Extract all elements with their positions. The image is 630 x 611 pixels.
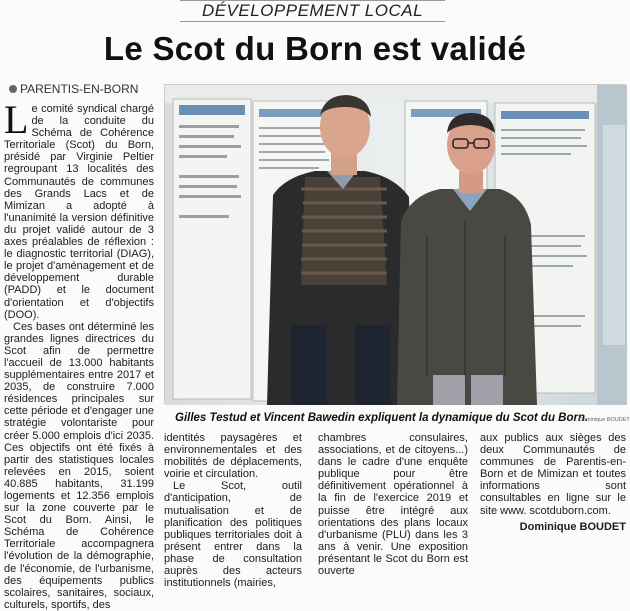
article-column-2 — [164, 432, 302, 590]
paragraph-text: e comité syndical chargé de la conduite du Schéma de Cohérence Territoriale (Scot) du Born, présidé par Virginie Peltier regroupant 13 localités des Communautés de communes des Grands Lacs et de Mimizan a adopté à l'unanimité la version définitive du projet validé autour de 3 axes préalables de réflexion : le diagnostic territorial (DIAG), le projet d'aménagement et de développement durable (PADD) et le document d'orientation et d'objectifs (DOO). — [4, 103, 154, 321]
section-rubric: DÉVELOPPEMENT LOCAL — [180, 0, 445, 22]
drop-cap: L — [4, 97, 29, 142]
headline: Le Scot du Born est validé — [103, 30, 527, 67]
article-paragraph: aux publics aux sièges des deux Communautés de communes de Parentis-en-Born et de Mimizan et toutes informations sont consultables en ligne sur le site www. scotduborn.com. — [480, 432, 626, 517]
article-paragraph — [4, 97, 154, 321]
article-column-4 — [480, 432, 626, 548]
article-column-1 — [4, 97, 154, 611]
bullet-icon — [9, 85, 17, 93]
author-signature: Dominique BOUDET — [519, 520, 626, 533]
article-paragraph: Le Scot, outil d'anticipation, de mutualisation et de planification des politiques publiques territoriales doit à présent entrer dans la phase de consultation auprès des acteurs institutionnels (mairies, — [164, 480, 302, 590]
dateline-text: PARENTIS-EN-BORN — [20, 82, 139, 96]
photo-caption: Gilles Testud et Vincent Bawedin expliquent la dynamique du Scot du Born. — [175, 412, 589, 424]
photo-illustration — [165, 85, 627, 405]
article-photo — [164, 84, 626, 404]
article-paragraph: chambres consulaires, associations, et de citoyens...) dans le cadre d'une enquête publique pour être définitivement opérationnel à la fin de l'exercice 2019 et puisse être intégré aux orientations des plans locaux d'urbanisme (PLU) dans les 3 ans à venir. Une exposition présentant le Scot du Born est ouverte — [318, 432, 468, 578]
article-paragraph: identités paysagères et environnementales et des mobilités de déplacements, voirie et circulation. — [164, 432, 302, 481]
photo-credit: Dominique BOUDET — [579, 417, 630, 423]
article-paragraph: Ces bases ont déterminé les grandes lignes directrices du Scot afin de permettre l'accueil de 13.000 habitants supplémentaires entre 2017 et 2035, de construire 7.000 résidences principales sur cette période et d'engager une stratégie volontariste pour créer 5.000 emplois d'ici 2035. Ces objectifs ont été fixés à partir des statistiques locales relevées en 2015, soient 40.885 habitants, 31.199 logements et 12.356 emplois sur la zone couverte par le Scot du Born. Ainsi, le Schéma de Cohérence Territoriale accompagnera l'évolution de la démographie, de l'économie, de l'urbanisme, des équipements publics scolaires, sanitaires, sociaux, culturels, sportifs, des — [4, 320, 154, 611]
article-column-3 — [318, 432, 468, 578]
dateline — [9, 82, 138, 96]
